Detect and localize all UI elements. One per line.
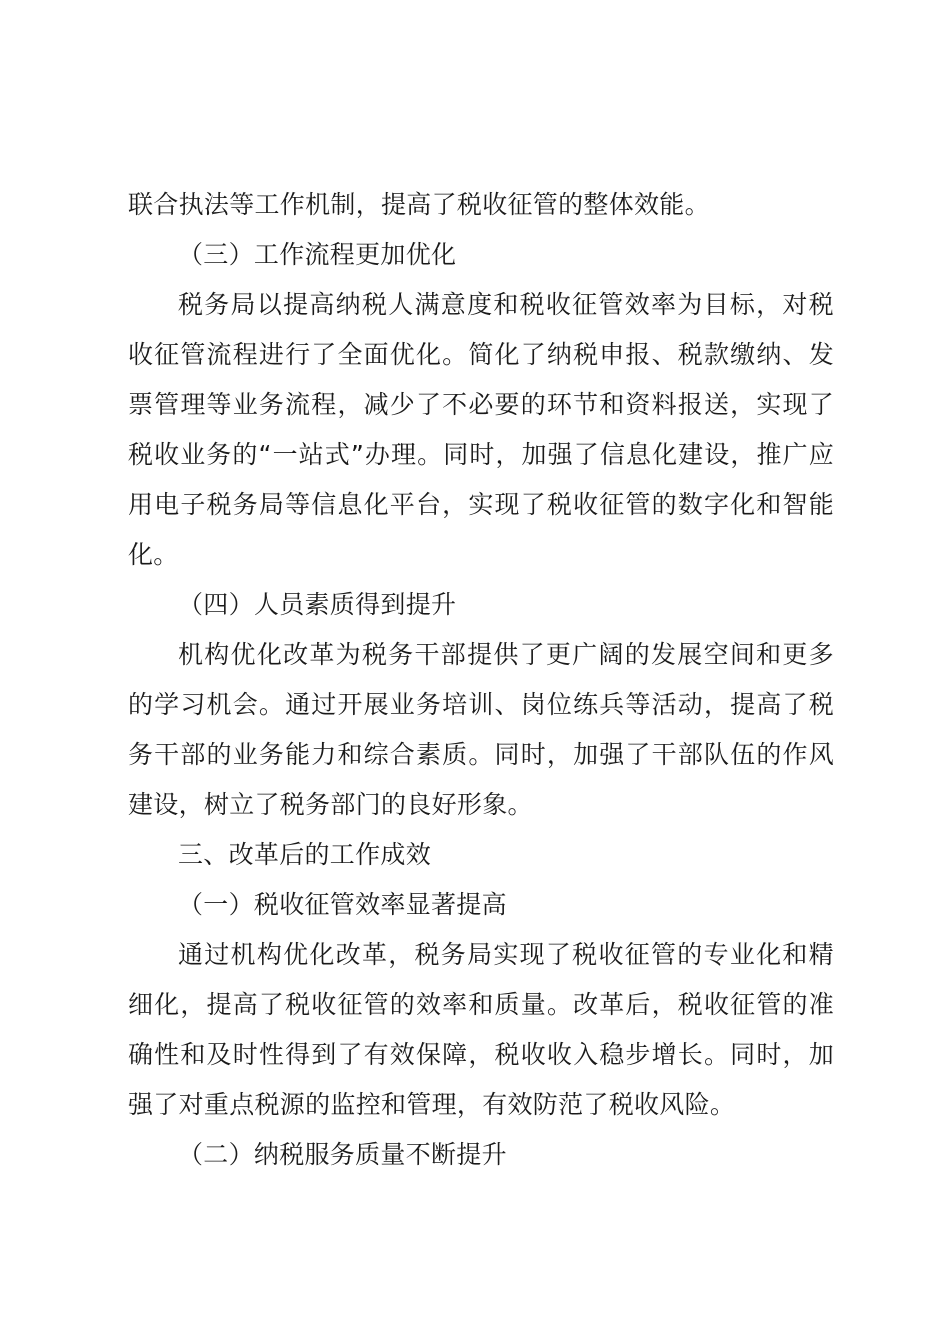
document-body	[128, 180, 834, 1180]
chapter-heading-3: 三、改革后的工作成效	[178, 840, 432, 869]
section-heading-2: （二）纳税服务质量不断提升	[178, 1140, 507, 1169]
paragraph-continuation: 联合执法等工作机制，提高了税收征管的整体效能。	[128, 190, 710, 219]
section-heading-3: （三）工作流程更加优化	[178, 240, 457, 269]
paragraph-personnel: 机构优化改革为税务干部提供了更广阔的发展空间和更多的学习机会。通过开展业务培训、岗位练兵等活动，提高了税务干部的业务能力和综合素质。同时，加强了干部队伍的作风建设，树立了税务部门的良好形象。	[128, 640, 834, 819]
paragraph-workflow: 税务局以提高纳税人满意度和税收征管效率为目标，对税收征管流程进行了全面优化。简化了纳税申报、税款缴纳、发票管理等业务流程，减少了不必要的环节和资料报送，实现了税收业务的“一站式”办理。同时，加强了信息化建设，推广应用电子税务局等信息化平台，实现了税收征管的数字化和智能化。	[128, 290, 834, 569]
section-heading-4: （四）人员素质得到提升	[178, 590, 457, 619]
paragraph-efficiency: 通过机构优化改革，税务局实现了税收征管的专业化和精细化，提高了税收征管的效率和质量。改革后，税收征管的准确性和及时性得到了有效保障，税收收入稳步增长。同时，加强了对重点税源的监控和管理，有效防范了税收风险。	[128, 940, 834, 1119]
section-heading-1: （一）税收征管效率显著提高	[178, 890, 507, 919]
